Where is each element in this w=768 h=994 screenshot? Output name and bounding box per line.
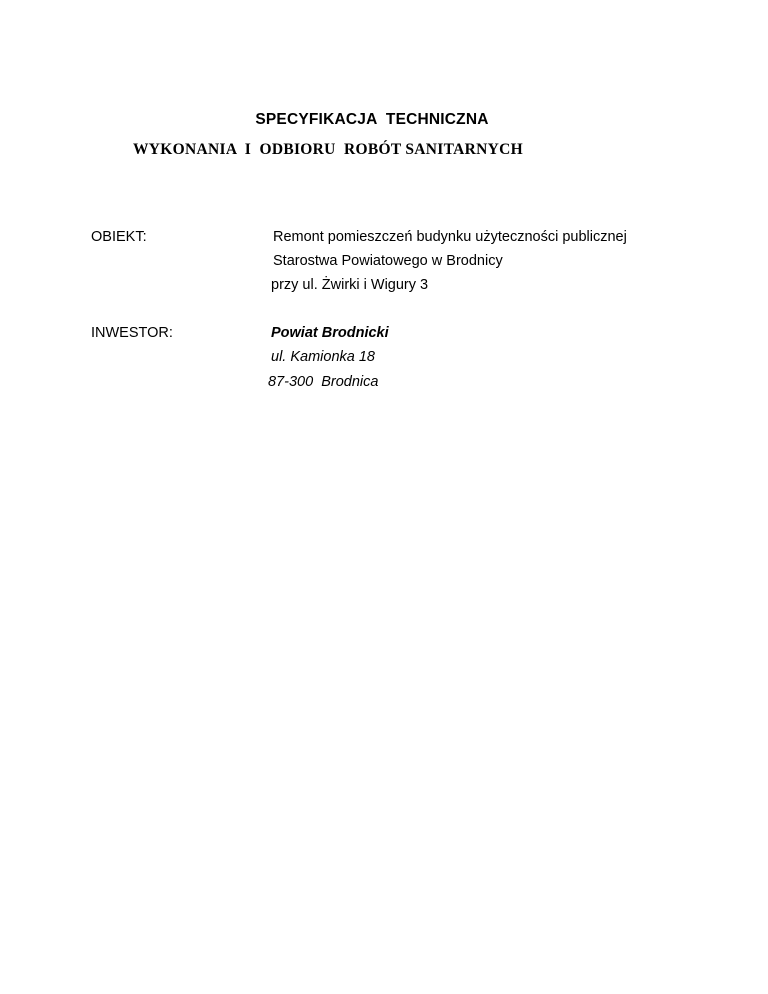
investor-name: Powiat Brodnicki [271,325,389,341]
investor-city: 87-300 Brodnica [268,374,379,390]
document-title: SPECYFIKACJA TECHNICZNA [255,111,489,128]
object-line-2: Starostwa Powiatowego w Brodnicy [273,253,503,269]
object-label: OBIEKT: [91,229,147,245]
investor-street: ul. Kamionka 18 [271,349,375,365]
object-line-1: Remont pomieszczeń budynku użyteczności publicznej [273,229,627,245]
object-line-3: przy ul. Żwirki i Wigury 3 [271,277,429,293]
document-subtitle: WYKONANIA I ODBIORU ROBÓT SANITARNYCH [133,141,523,158]
investor-label: INWESTOR: [91,325,173,341]
